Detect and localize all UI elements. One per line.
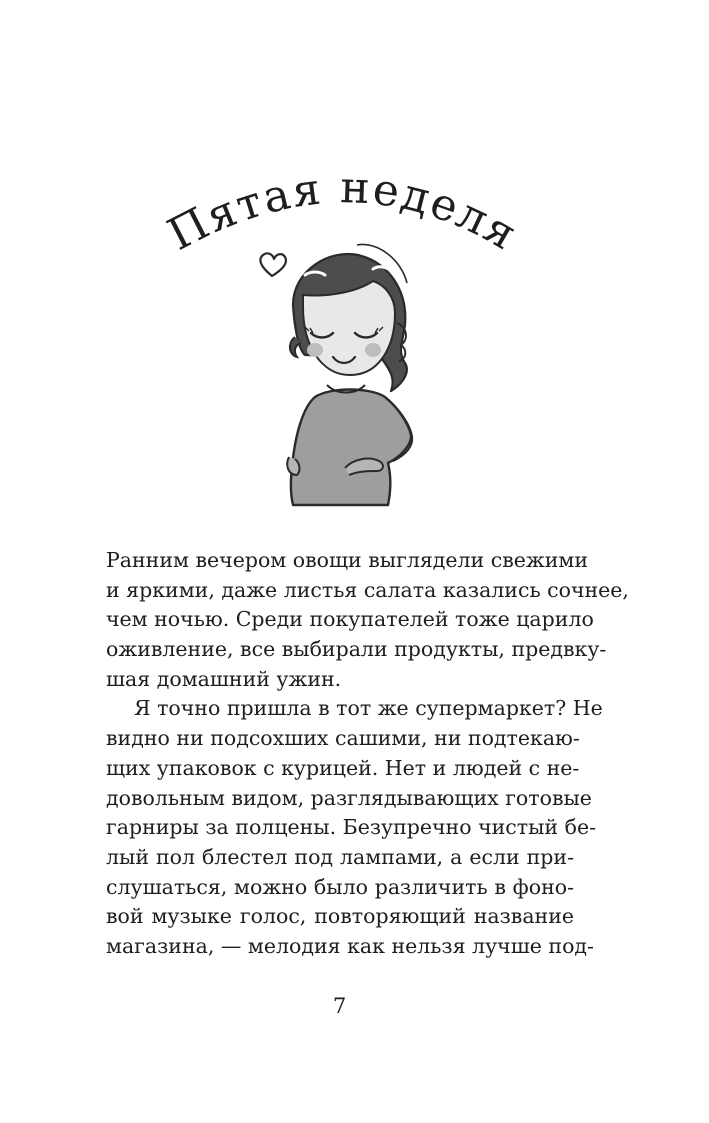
text-line: лый пол блестел под лампами, а если при- <box>106 844 574 869</box>
text-line: вой музыке голос, повторяющий название <box>106 904 574 929</box>
text-line: шая домашний ужин. <box>106 666 342 691</box>
chapter-title-text: Пятая неделя <box>159 162 527 262</box>
text-line: гарниры за полцены. Безупречно чистый бе- <box>106 815 597 840</box>
page-number: 7 <box>332 994 347 1018</box>
text-line: слушаться, можно было различить в фоно- <box>106 874 574 899</box>
text-line: видно ни подсохших сашими, ни подтекаю- <box>106 726 580 751</box>
text-line: магазина, — мелодия как нельзя лучше под- <box>106 933 594 958</box>
text-line: Ранним вечером овощи выглядели свежими <box>106 548 589 572</box>
text-line: чем ночью. Среди покупателей тоже царило <box>106 607 594 632</box>
text-line: оживление, все выбирали продукты, предвку- <box>106 637 607 662</box>
body-text <box>106 546 629 962</box>
text-line: щих упаковок с курицей. Нет и людей с не- <box>106 755 580 780</box>
pregnant-woman-icon <box>245 235 435 510</box>
text-line: Я точно пришла в тот же супермаркет? Не <box>134 696 603 721</box>
text-line: довольным видом, разглядывающих готовые <box>106 785 592 810</box>
heart-outline-icon <box>260 253 286 276</box>
text-line: и яркими, даже листья салата казались сочнее, <box>106 577 629 602</box>
pregnant-woman-illustration <box>245 235 435 510</box>
